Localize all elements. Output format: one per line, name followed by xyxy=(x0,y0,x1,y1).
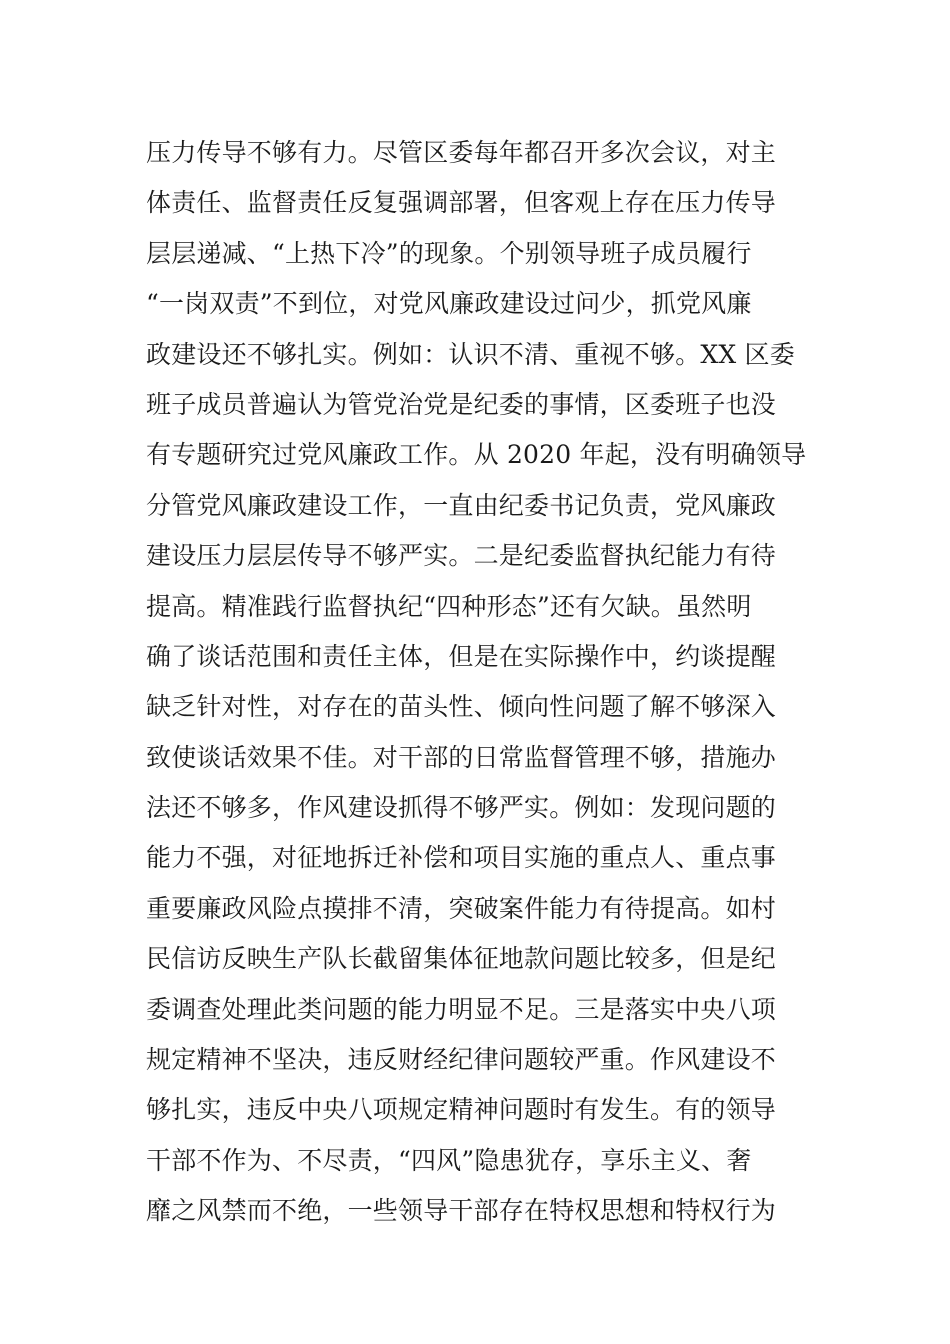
text-line: 有专题研究过党风廉政工作。从 2020 年起，没有明确领导 xyxy=(146,440,807,470)
text-line: 体责任、监督责任反复强调部署，但客观上存在压力传导 xyxy=(146,188,777,218)
text-line: 民信访反映生产队长截留集体征地款问题比较多，但是纪 xyxy=(146,944,777,974)
text-line: 靡之风禁而不绝，一些领导干部存在特权思想和特权行为 xyxy=(146,1196,777,1226)
text-line: 建设压力层层传导不够严实。二是纪委监督执纪能力有待 xyxy=(146,541,777,571)
text-line: 层层递减、“上热下冷”的现象。个别领导班子成员履行 xyxy=(146,238,752,268)
text-line: 致使谈话效果不佳。对干部的日常监督管理不够，措施办 xyxy=(146,742,777,772)
text-line: 重要廉政风险点摸排不清，突破案件能力有待提高。如村 xyxy=(146,893,777,923)
text-line: 够扎实，违反中央八项规定精神问题时有发生。有的领导 xyxy=(146,1095,777,1125)
text-line: 缺乏针对性，对存在的苗头性、倾向性问题了解不够深入 xyxy=(146,692,777,722)
text-line: 规定精神不坚决，违反财经纪律问题较严重。作风建设不 xyxy=(146,1045,777,1075)
body-paragraph xyxy=(146,128,816,1237)
text-line: 压力传导不够有力。尽管区委每年都召开多次会议，对主 xyxy=(146,138,777,167)
text-line: 干部不作为、不尽责，“四风”隐患犹存，享乐主义、奢 xyxy=(146,1145,752,1175)
text-line: 提高。精准践行监督执纪“四种形态”还有欠缺。虽然明 xyxy=(146,591,752,621)
text-line: 能力不强，对征地拆迁补偿和项目实施的重点人、重点事 xyxy=(146,843,777,873)
text-line: “一岗双责”不到位，对党风廉政建设过问少，抓党风廉 xyxy=(146,289,752,319)
text-line: 政建设还不够扎实。例如：认识不清、重视不够。XX 区委 xyxy=(146,339,795,369)
text-line: 分管党风廉政建设工作，一直由纪委书记负责，党风廉政 xyxy=(146,490,777,520)
text-line: 班子成员普遍认为管党治党是纪委的事情，区委班子也没 xyxy=(146,389,777,419)
text-line: 确了谈话范围和责任主体，但是在实际操作中，约谈提醒 xyxy=(146,641,777,671)
text-line: 委调查处理此类问题的能力明显不足。三是落实中央八项 xyxy=(146,994,777,1024)
text-line: 法还不够多，作风建设抓得不够严实。例如：发现问题的 xyxy=(146,793,777,823)
